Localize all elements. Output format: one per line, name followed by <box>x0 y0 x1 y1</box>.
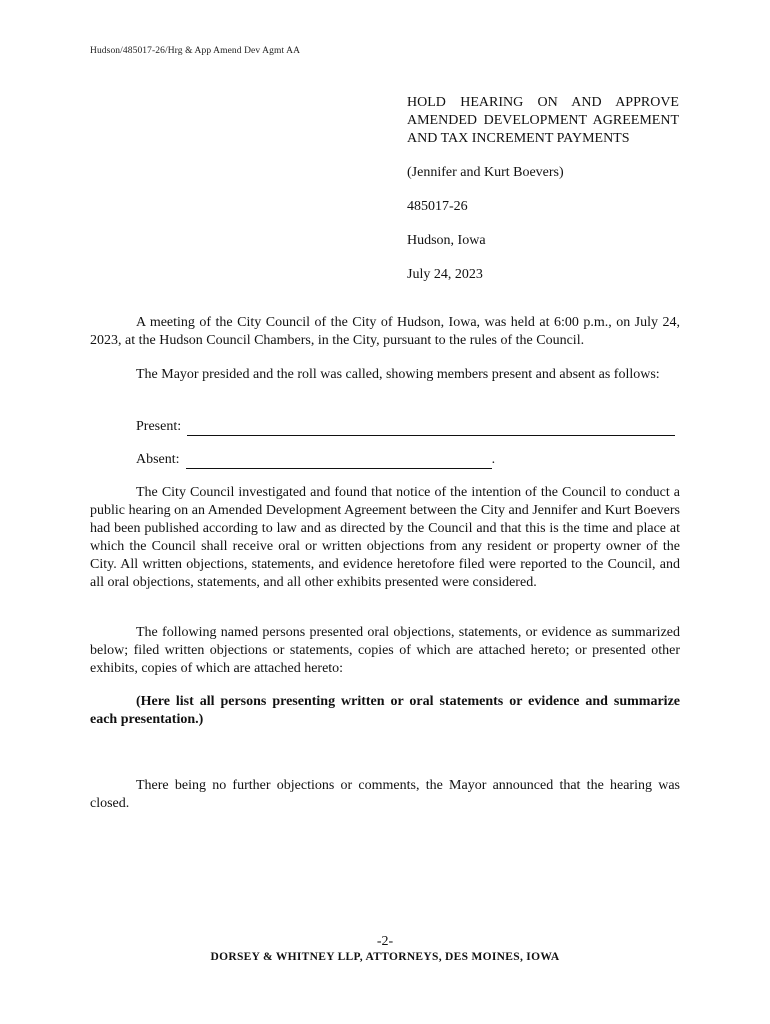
absent-line <box>136 451 495 469</box>
absent-suffix: . <box>491 452 496 467</box>
meeting-paragraph-block <box>90 314 680 350</box>
absent-label: Absent: <box>136 452 180 467</box>
absent-blank <box>186 454 492 469</box>
persons-paragraph: The following named persons presented oral objections, statements, or evidence as summarized below; filed written objections or statements, copies of which are attached hereto; or presented other exhibits, copies of which are attached hereto: <box>90 625 680 676</box>
closing-paragraph-block <box>90 777 680 813</box>
caption-location: Hudson, Iowa <box>407 233 486 248</box>
caption-file-number: 485017-26 <box>407 199 468 214</box>
notice-paragraph: The City Council investigated and found that notice of the intention of the Council to conduct a public hearing on an Amended Development Agreement between the City and Jennifer and Kurt Boevers had been published according to law and as directed by the Council and that this is the time and place at which the Council shall receive oral or written objections from any resident or property owner of the City. All written objections, statements, and evidence heretofore filed were reported to the Council, and all oral objections, statements, and all other exhibits presented were considered. <box>90 485 680 590</box>
present-line <box>136 418 675 436</box>
persons-paragraph-block <box>90 624 680 678</box>
firm-footer: DORSEY & WHITNEY LLP, ATTORNEYS, DES MOINES, IOWA <box>210 951 560 963</box>
caption-title: HOLD HEARING ON AND APPROVE AMENDED DEVELOPMENT AGREEMENT AND TAX INCREMENT PAYMENTS <box>407 95 679 146</box>
page-number: -2- <box>376 934 394 949</box>
instruction-paragraph-block <box>90 693 680 729</box>
caption-date: July 24, 2023 <box>407 267 483 282</box>
instruction-paragraph: (Here list all persons presenting written or oral statements or evidence and summarize each presentation.) <box>90 694 680 727</box>
document-reference: Hudson/485017-26/Hrg & App Amend Dev Agmt AA <box>90 46 301 56</box>
present-label: Present: <box>136 419 182 434</box>
roll-paragraph: The Mayor presided and the roll was called, showing members present and absent as follows: <box>136 367 660 382</box>
roll-paragraph-block <box>90 366 680 384</box>
meeting-paragraph: A meeting of the City Council of the City of Hudson, Iowa, was held at 6:00 p.m., on July 24, 2023, at the Hudson Council Chambers, in the City, pursuant to the rules of the Council. <box>90 315 680 348</box>
caption-parties: (Jennifer and Kurt Boevers) <box>407 165 564 180</box>
caption-block <box>407 94 679 284</box>
notice-paragraph-block <box>90 484 680 592</box>
present-blank <box>187 421 675 436</box>
closing-paragraph: There being no further objections or comments, the Mayor announced that the hearing was closed. <box>90 778 680 811</box>
